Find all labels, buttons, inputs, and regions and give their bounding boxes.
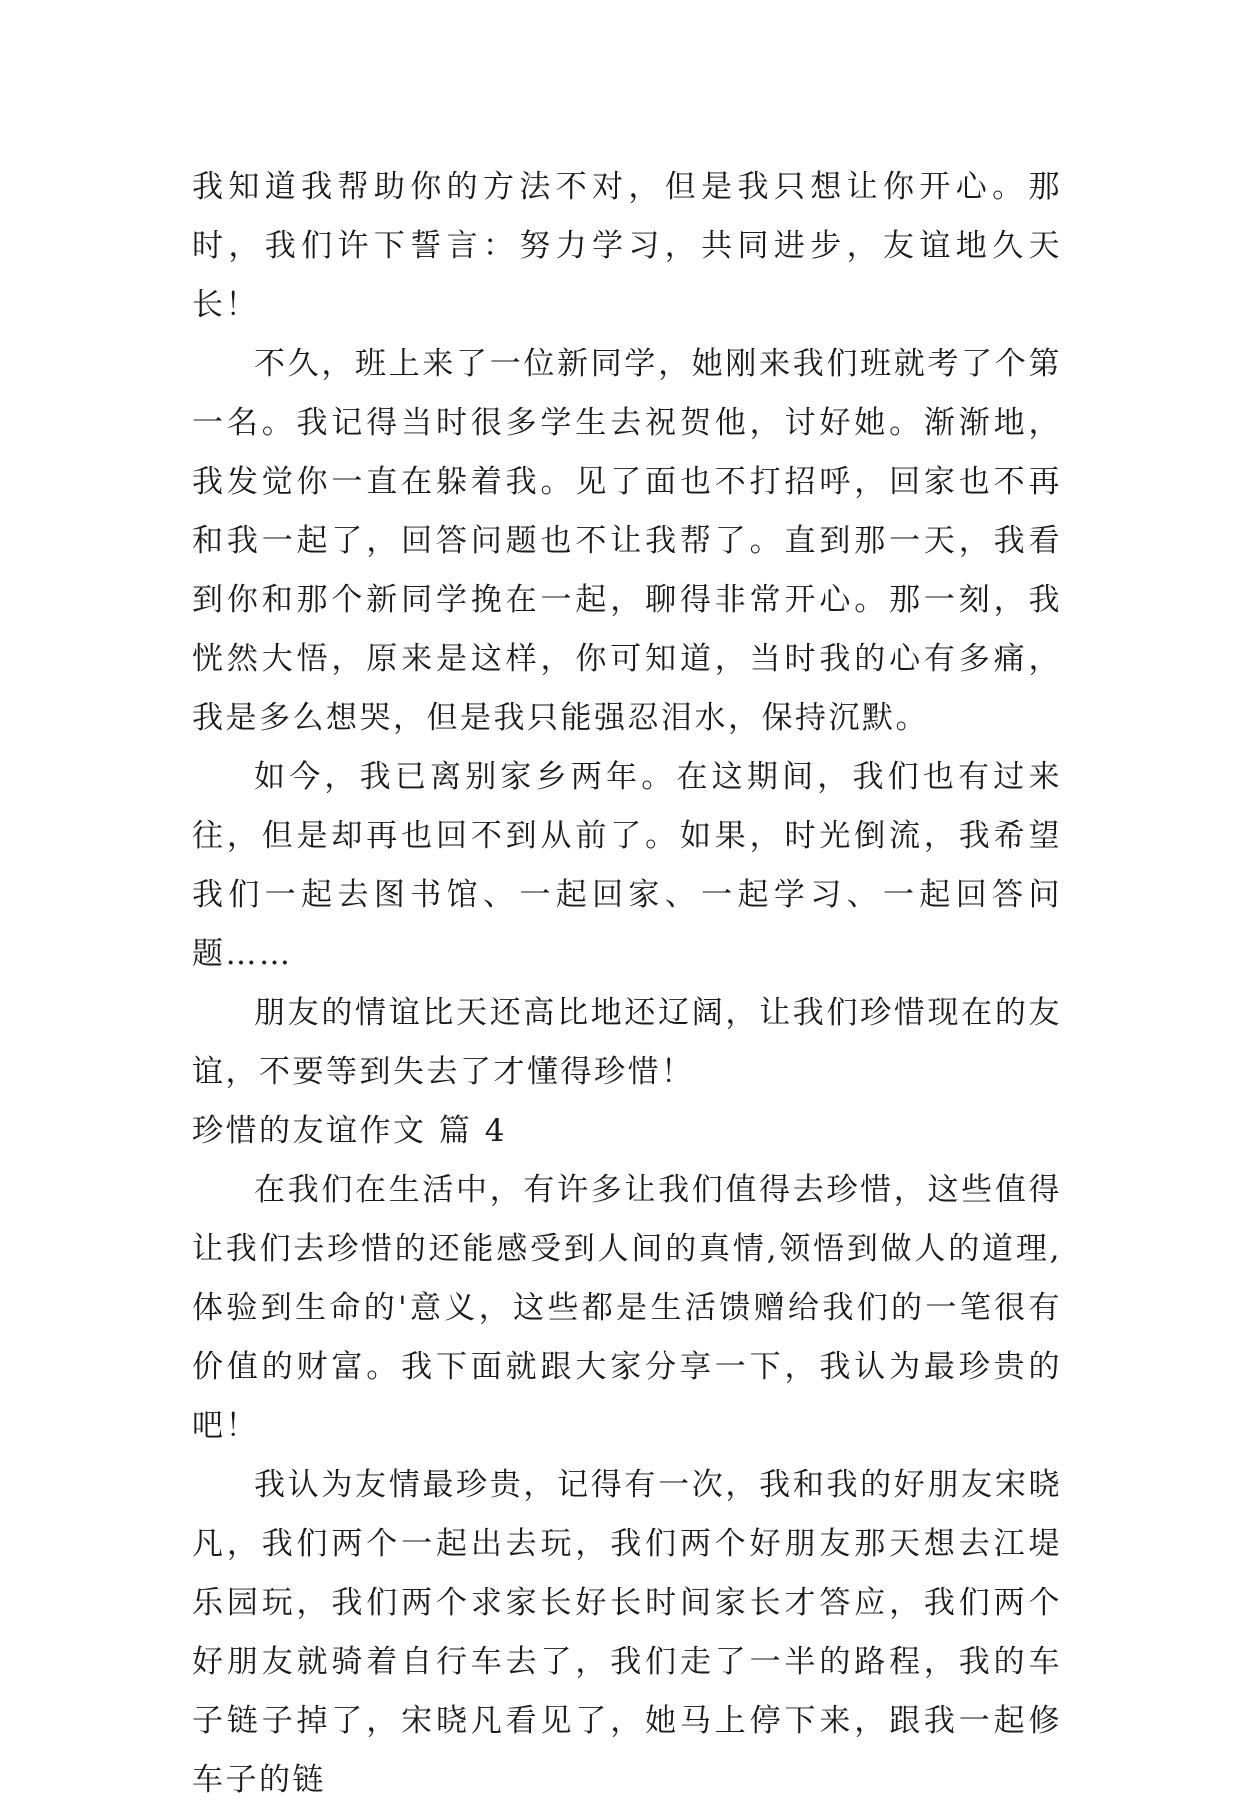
paragraph-2: 不久，班上来了一位新同学，她刚来我们班就考了个第一名。我记得当时很多学生去祝贺他，讨好她。渐渐地，我发觉你一直在躲着我。见了面也不打招呼，回家也不再和我一起了，回答问题也不让我帮了。直到那一天，我看到你和那个新同学挽在一起，聊得非常开心。那一刻，我恍然大悟，原来是这样，你可知道，当时我的心有多痛，我是多么想哭，但是我只能强忍泪水，保持沉默。 xyxy=(192,346,1062,736)
paragraph-5: 在我们在生活中，有许多让我们值得去珍惜，这些值得让我们去珍惜的还能感受到人间的真情,领悟到做人的道理,体验到生命的'意义，这些都是生活馈赠给我们的一笔很有价值的财富。我下面就跟大家分享一下，我认为最珍贵的吧！ xyxy=(192,1172,1062,1444)
paragraph-3: 如今，我已离别家乡两年。在这期间，我们也有过来往，但是却再也回不到从前了。如果，时光倒流，我希望我们一起去图书馆、一起回家、一起学习、一起回答问题…… xyxy=(192,759,1062,972)
paragraph-4: 朋友的情谊比天还高比地还辽阔，让我们珍惜现在的友谊，不要等到失去了才懂得珍惜！ xyxy=(192,995,1062,1090)
paragraph-1: 我知道我帮助你的方法不对，但是我只想让你开心。那时，我们许下誓言：努力学习，共同进步，友谊地久天长！ xyxy=(192,169,1062,323)
paragraph-6: 我认为友情最珍贵，记得有一次，我和我的好朋友宋晓凡，我们两个一起出去玩，我们两个好朋友那天想去江堤乐园玩，我们两个求家长好长时间家长才答应，我们两个好朋友就骑着自行车去了，我们走了一半的路程，我的车子链子掉了，宋晓凡看见了，她马上停下来，跟我一起修车子的链 xyxy=(192,1467,1062,1798)
document-body xyxy=(192,158,1062,1810)
section-heading: 珍惜的友谊作文 篇 4 xyxy=(192,1113,507,1149)
